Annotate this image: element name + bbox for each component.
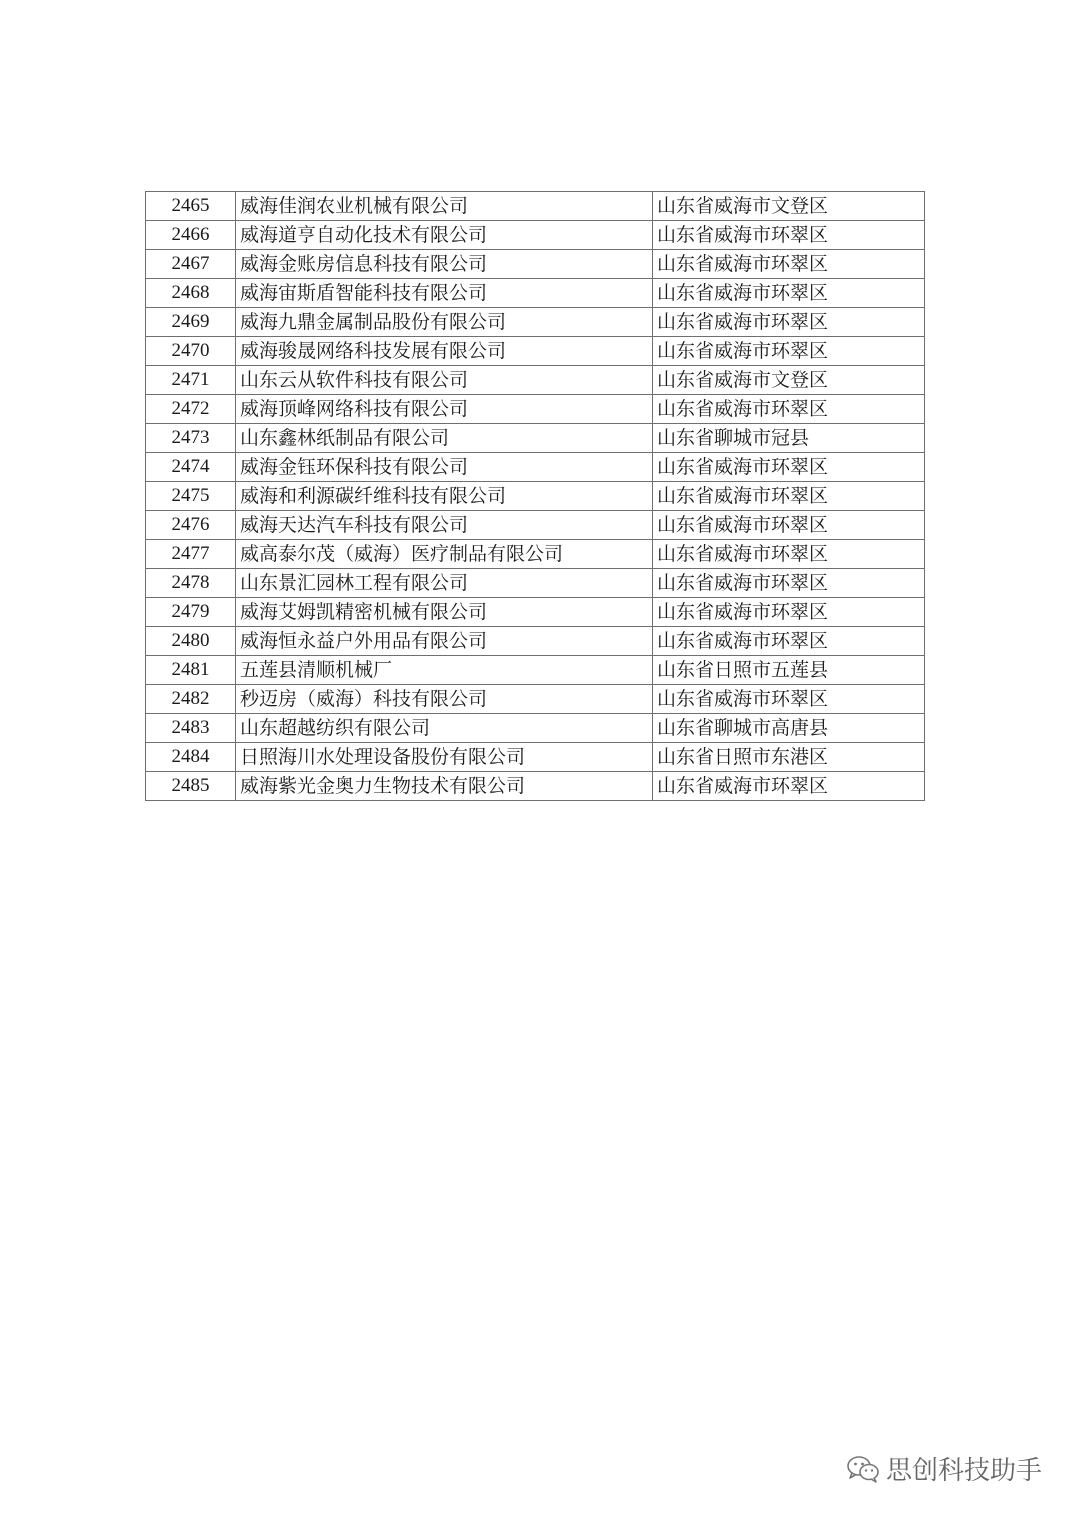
row-number: 2482	[146, 685, 236, 714]
company-location: 山东省聊城市冠县	[653, 424, 925, 453]
company-location: 山东省威海市环翠区	[653, 772, 925, 801]
row-number: 2466	[146, 221, 236, 250]
company-name: 威海骏晟网络科技发展有限公司	[236, 337, 653, 366]
row-number: 2473	[146, 424, 236, 453]
company-name: 日照海川水处理设备股份有限公司	[236, 743, 653, 772]
company-location: 山东省威海市环翠区	[653, 511, 925, 540]
table-row	[146, 714, 925, 743]
row-number: 2465	[146, 192, 236, 221]
table-row	[146, 337, 925, 366]
table-row	[146, 453, 925, 482]
table-row	[146, 540, 925, 569]
company-location: 山东省威海市环翠区	[653, 395, 925, 424]
company-location: 山东省威海市环翠区	[653, 598, 925, 627]
row-number: 2468	[146, 279, 236, 308]
table-row	[146, 482, 925, 511]
company-name: 威海宙斯盾智能科技有限公司	[236, 279, 653, 308]
company-name: 山东鑫林纸制品有限公司	[236, 424, 653, 453]
company-location: 山东省日照市东港区	[653, 743, 925, 772]
company-name: 威海九鼎金属制品股份有限公司	[236, 308, 653, 337]
company-name: 威海道亨自动化技术有限公司	[236, 221, 653, 250]
company-name: 威海紫光金奥力生物技术有限公司	[236, 772, 653, 801]
table-row	[146, 598, 925, 627]
table-row	[146, 192, 925, 221]
row-number: 2469	[146, 308, 236, 337]
row-number: 2471	[146, 366, 236, 395]
table-row	[146, 569, 925, 598]
row-number: 2474	[146, 453, 236, 482]
company-name: 威海金账房信息科技有限公司	[236, 250, 653, 279]
table-row	[146, 366, 925, 395]
company-name: 山东云从软件科技有限公司	[236, 366, 653, 395]
company-name: 威海艾姆凯精密机械有限公司	[236, 598, 653, 627]
table-row	[146, 221, 925, 250]
row-number: 2467	[146, 250, 236, 279]
table-row	[146, 511, 925, 540]
row-number: 2477	[146, 540, 236, 569]
company-location: 山东省威海市环翠区	[653, 250, 925, 279]
company-name: 五莲县清顺机械厂	[236, 656, 653, 685]
table-row	[146, 743, 925, 772]
company-location: 山东省威海市环翠区	[653, 540, 925, 569]
row-number: 2483	[146, 714, 236, 743]
company-location: 山东省威海市环翠区	[653, 453, 925, 482]
company-location: 山东省日照市五莲县	[653, 656, 925, 685]
company-name: 威海顶峰网络科技有限公司	[236, 395, 653, 424]
company-name: 威海佳润农业机械有限公司	[236, 192, 653, 221]
row-number: 2485	[146, 772, 236, 801]
company-location: 山东省威海市环翠区	[653, 482, 925, 511]
table-row	[146, 685, 925, 714]
company-location: 山东省威海市环翠区	[653, 685, 925, 714]
company-location: 山东省威海市文登区	[653, 192, 925, 221]
table-row	[146, 424, 925, 453]
company-name: 山东超越纺织有限公司	[236, 714, 653, 743]
row-number: 2478	[146, 569, 236, 598]
company-name: 威海和利源碳纤维科技有限公司	[236, 482, 653, 511]
watermark-text: 思创科技助手	[885, 1456, 1042, 1486]
table-row	[146, 308, 925, 337]
company-name: 秒迈房（威海）科技有限公司	[236, 685, 653, 714]
company-location: 山东省威海市环翠区	[653, 627, 925, 656]
row-number: 2481	[146, 656, 236, 685]
row-number: 2472	[146, 395, 236, 424]
company-location: 山东省威海市环翠区	[653, 337, 925, 366]
table-row	[146, 656, 925, 685]
watermark	[846, 1450, 1042, 1487]
company-location: 山东省威海市环翠区	[653, 279, 925, 308]
table-row	[146, 627, 925, 656]
row-number: 2484	[146, 743, 236, 772]
table-body	[146, 192, 925, 801]
table-row	[146, 250, 925, 279]
table-row	[146, 395, 925, 424]
company-name: 威海天达汽车科技有限公司	[236, 511, 653, 540]
company-name: 山东景汇园林工程有限公司	[236, 569, 653, 598]
company-name: 威海恒永益户外用品有限公司	[236, 627, 653, 656]
company-table	[145, 191, 925, 801]
company-name: 威高泰尔茂（威海）医疗制品有限公司	[236, 540, 653, 569]
row-number: 2476	[146, 511, 236, 540]
company-location: 山东省威海市环翠区	[653, 308, 925, 337]
company-location: 山东省聊城市高唐县	[653, 714, 925, 743]
table-row	[146, 279, 925, 308]
table-row	[146, 772, 925, 801]
row-number: 2480	[146, 627, 236, 656]
company-location: 山东省威海市文登区	[653, 366, 925, 395]
row-number: 2479	[146, 598, 236, 627]
row-number: 2475	[146, 482, 236, 511]
row-number: 2470	[146, 337, 236, 366]
company-location: 山东省威海市环翠区	[653, 569, 925, 598]
company-name: 威海金钰环保科技有限公司	[236, 453, 653, 482]
wechat-icon	[846, 1454, 880, 1484]
company-location: 山东省威海市环翠区	[653, 221, 925, 250]
